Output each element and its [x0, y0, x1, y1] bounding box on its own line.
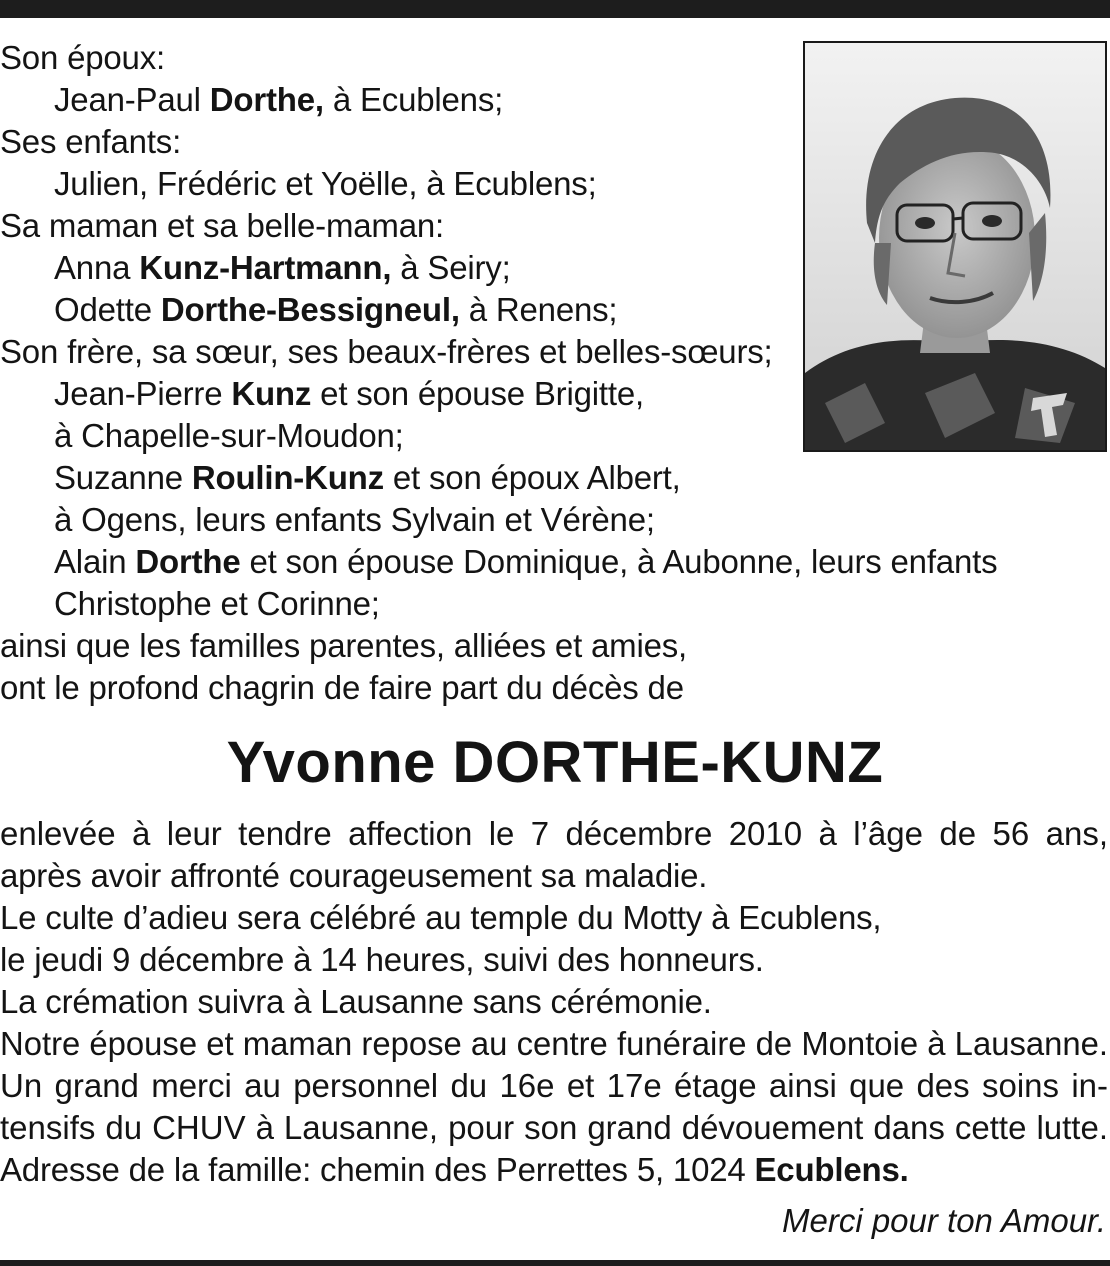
sibling-1-line: Jean-Pierre Kunz et son épouse Brigitte, — [54, 375, 644, 412]
spouse-line: Jean-Paul Dorthe, à Ecublens; — [54, 81, 504, 118]
deceased-name: Yvonne DORTHE-KUNZ — [226, 730, 884, 795]
bottom-rule — [0, 1260, 1110, 1266]
family-address: Adresse de la famille: chemin des Perrettes 5, 1024 Ecublens. — [0, 1151, 909, 1188]
body-line-2: après avoir affronté courageusement sa maladie. — [0, 857, 708, 894]
body-line-5: La crémation suivra à Lausanne sans cérémonie. — [0, 983, 712, 1020]
sibling-3-children: Christophe et Corinne; — [54, 585, 380, 622]
portrait-illustration — [805, 43, 1105, 450]
sibling-2-location: à Ogens, leurs enfants Sylvain et Vérène; — [54, 501, 655, 538]
sibling-2-line: Suzanne Roulin-Kunz et son époux Albert, — [54, 459, 681, 496]
body-line-8: tensifs du CHUV à Lausanne, pour son grand dévouement dans cette lutte. — [0, 1109, 1108, 1146]
body-line-6: Notre épouse et maman repose au centre funéraire de Montoie à Lausanne. — [0, 1025, 1108, 1062]
body-line-3: Le culte d’adieu sera célébré au temple du Motty à Ecublens, — [0, 899, 882, 936]
mother-line: Anna Kunz-Hartmann, à Seiry; — [54, 249, 511, 286]
portrait-photo — [803, 41, 1107, 452]
body-line-4: le jeudi 9 décembre à 14 heures, suivi des honneurs. — [0, 941, 764, 978]
body-line-1: enlevée à leur tendre affection le 7 décembre 2010 à l’âge de 56 ans, — [0, 815, 1108, 852]
label-spouse: Son époux: — [0, 39, 165, 76]
label-children: Ses enfants: — [0, 123, 182, 160]
closing-line-2: ont le profond chagrin de faire part du décès de — [0, 669, 684, 706]
sibling-1-location: à Chapelle-sur-Moudon; — [54, 417, 404, 454]
closing-line-1: ainsi que les familles parentes, alliées et amies, — [0, 627, 688, 664]
body-line-7: Un grand merci au personnel du 16e et 17e étage ainsi que des soins in- — [0, 1067, 1108, 1104]
label-mothers: Sa maman et sa belle-maman: — [0, 207, 444, 244]
top-rule — [0, 0, 1110, 18]
mother-in-law-line: Odette Dorthe-Bessigneul, à Renens; — [54, 291, 618, 328]
label-siblings: Son frère, sa sœur, ses beaux-frères et belles-sœurs; — [0, 333, 773, 370]
children-line: Julien, Frédéric et Yoëlle, à Ecublens; — [54, 165, 597, 202]
sibling-3-line: Alain Dorthe et son épouse Dominique, à Aubonne, leurs enfants — [54, 543, 998, 580]
signoff: Merci pour ton Amour. — [781, 1202, 1106, 1239]
